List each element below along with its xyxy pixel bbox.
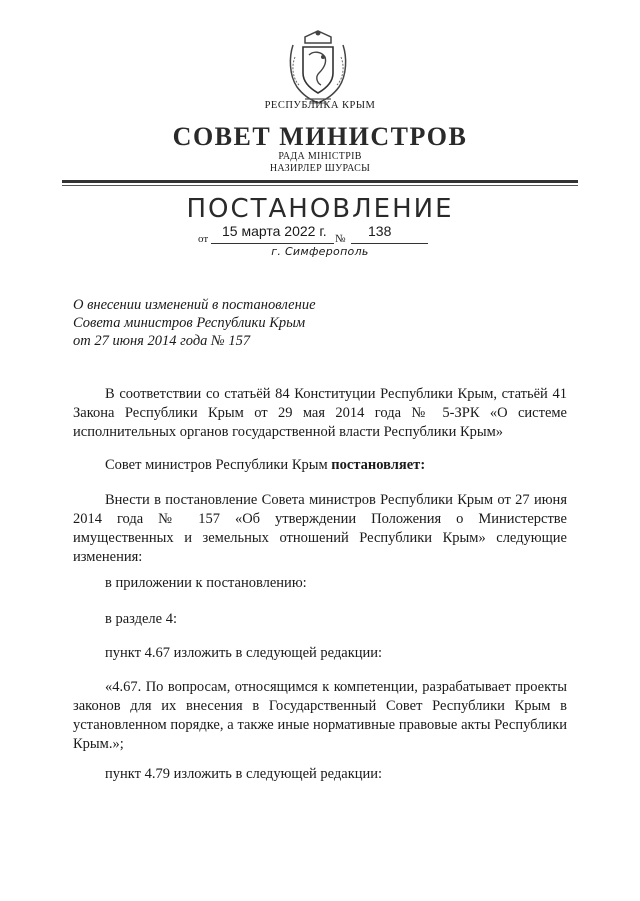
paragraph-appendix: в приложении к постановлению: xyxy=(105,575,307,591)
resolves-keyword: постановляет xyxy=(331,457,421,473)
paragraph-legal-basis: В соответствии со статьёй 84 Конституции Республики Крым, статьёй 41 Закона Республики Крым от 29 мая 2014 года № 5-ЗРК «О системе исполнительных органов государственной власти Республики Крым» xyxy=(73,386,567,440)
coat-of-arms-icon xyxy=(283,27,353,109)
header-divider-thick xyxy=(62,180,578,183)
date-underline xyxy=(211,243,334,244)
header-divider-thin xyxy=(62,185,578,186)
subject-line-3: от 27 июня 2014 года № 157 xyxy=(73,333,251,349)
paragraph-item-479: пункт 4.79 изложить в следующей редакции: xyxy=(105,766,383,782)
number-prefix: № xyxy=(335,233,346,245)
paragraph-section: в разделе 4: xyxy=(105,611,178,627)
decree-date: 15 марта 2022 г. xyxy=(222,223,327,239)
decree-subject xyxy=(73,296,316,350)
decree-title: ПОСТАНОВЛЕНИЕ xyxy=(186,194,454,224)
resolves-colon: : xyxy=(420,457,426,473)
council-title-ukrainian: РАДА МІНІСТРІВ xyxy=(278,151,362,162)
date-prefix: от xyxy=(198,233,209,245)
resolves-text: Совет министров Республики Крым xyxy=(105,457,332,473)
subject-line-2: Совета министров Республики Крым xyxy=(73,315,306,331)
paragraph-resolves xyxy=(73,456,567,475)
paragraph-item-467-text: «4.67. По вопросам, относящимся к компетенции, разрабатывает проекты законов для их внесения в Государственный Совет Республики Крым в установленном порядке, а также иные нормативные правовые акты Республики Крым.»; xyxy=(73,679,567,752)
paragraph-amendment: Внести в постановление Совета министров Республики Крым от 27 июня 2014 года № 157 «Об утверждении Положения о Министерстве имущественных и земельных отношений Республики Крым» следующие изменения: xyxy=(73,492,567,565)
date-number-line xyxy=(198,225,438,245)
subject-line-1: О внесении изменений в постановление xyxy=(73,297,316,313)
decree-number: 138 xyxy=(368,223,392,239)
republic-label: РЕСПУБЛИКА КРЫМ xyxy=(264,100,376,111)
city-label: г. Симферополь xyxy=(271,245,369,258)
council-title-crimean-tatar: НАЗИРЛЕР ШУРАСЫ xyxy=(269,163,371,174)
number-underline xyxy=(351,243,428,244)
council-title: СОВЕТ МИНИСТРОВ xyxy=(172,122,468,151)
paragraph-item-467: пункт 4.67 изложить в следующей редакции: xyxy=(105,645,383,661)
